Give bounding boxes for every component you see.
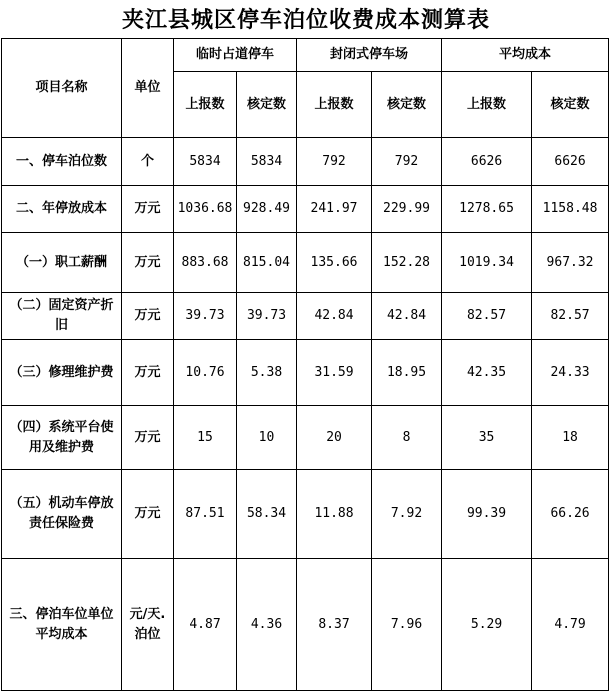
cell-value: 928.49 [237,186,297,233]
cell-value: 35 [442,406,532,470]
cell-value: 11.88 [297,470,372,559]
cell-value: 42.35 [442,340,532,406]
row-unit: 万元 [122,470,174,559]
cell-value: 58.34 [237,470,297,559]
cost-table [1,38,609,691]
cell-value: 10.76 [174,340,237,406]
row-label: （二）固定资产折旧 [2,293,122,340]
cell-value: 10 [237,406,297,470]
cell-value: 6626 [532,138,609,186]
subheader-reported: 上报数 [442,72,532,138]
row-unit: 万元 [122,406,174,470]
cell-value: 66.26 [532,470,609,559]
table-row [2,559,609,691]
cell-value: 31.59 [297,340,372,406]
cell-value: 4.79 [532,559,609,691]
row-label: 一、停车泊位数 [2,138,122,186]
cell-value: 7.92 [372,470,442,559]
cell-value: 5.38 [237,340,297,406]
header-group-enclosed: 封闭式停车场 [297,39,442,72]
header-item-name: 项目名称 [2,39,122,138]
cell-value: 42.84 [297,293,372,340]
cell-value: 4.36 [237,559,297,691]
row-unit: 万元 [122,186,174,233]
row-label: 二、年停放成本 [2,186,122,233]
cell-value: 883.68 [174,233,237,293]
table-row [2,186,609,233]
row-unit: 万元 [122,293,174,340]
cell-value: 24.33 [532,340,609,406]
cell-value: 792 [372,138,442,186]
cell-value: 4.87 [174,559,237,691]
cell-value: 8.37 [297,559,372,691]
row-label: （一）职工薪酬 [2,233,122,293]
table-row [2,293,609,340]
subheader-approved: 核定数 [372,72,442,138]
table-row [2,340,609,406]
subheader-approved: 核定数 [532,72,609,138]
cell-value: 87.51 [174,470,237,559]
row-unit: 万元 [122,340,174,406]
cell-value: 6626 [442,138,532,186]
table-row [2,233,609,293]
cell-value: 7.96 [372,559,442,691]
table-row [2,470,609,559]
subheader-reported: 上报数 [174,72,237,138]
cell-value: 229.99 [372,186,442,233]
cell-value: 1019.34 [442,233,532,293]
header-group-average: 平均成本 [442,39,609,72]
cell-value: 967.32 [532,233,609,293]
row-unit: 万元 [122,233,174,293]
cell-value: 82.57 [532,293,609,340]
cell-value: 82.57 [442,293,532,340]
cell-value: 20 [297,406,372,470]
row-label: （四）系统平台使用及维护费 [2,406,122,470]
row-unit: 元/天.泊位 [122,559,174,691]
cell-value: 8 [372,406,442,470]
cell-value: 792 [297,138,372,186]
cell-value: 18.95 [372,340,442,406]
row-label: （五）机动车停放责任保险费 [2,470,122,559]
row-unit: 个 [122,138,174,186]
page-title: 夹江县城区停车泊位收费成本测算表 [121,7,490,33]
cell-value: 815.04 [237,233,297,293]
header-group-temporary: 临时占道停车 [174,39,297,72]
cell-value: 5834 [174,138,237,186]
cell-value: 99.39 [442,470,532,559]
header-row-1 [2,39,609,72]
cell-value: 1158.48 [532,186,609,233]
table-row [2,406,609,470]
row-label: 三、停泊车位单位平均成本 [2,559,122,691]
cell-value: 241.97 [297,186,372,233]
table-row [2,138,609,186]
cell-value: 5.29 [442,559,532,691]
row-label: （三）修理维护费 [2,340,122,406]
cell-value: 152.28 [372,233,442,293]
cell-value: 39.73 [237,293,297,340]
subheader-reported: 上报数 [297,72,372,138]
header-unit: 单位 [122,39,174,138]
cell-value: 39.73 [174,293,237,340]
cell-value: 5834 [237,138,297,186]
cell-value: 18 [532,406,609,470]
cell-value: 1278.65 [442,186,532,233]
cell-value: 42.84 [372,293,442,340]
subheader-approved: 核定数 [237,72,297,138]
cell-value: 15 [174,406,237,470]
cell-value: 135.66 [297,233,372,293]
cell-value: 1036.68 [174,186,237,233]
